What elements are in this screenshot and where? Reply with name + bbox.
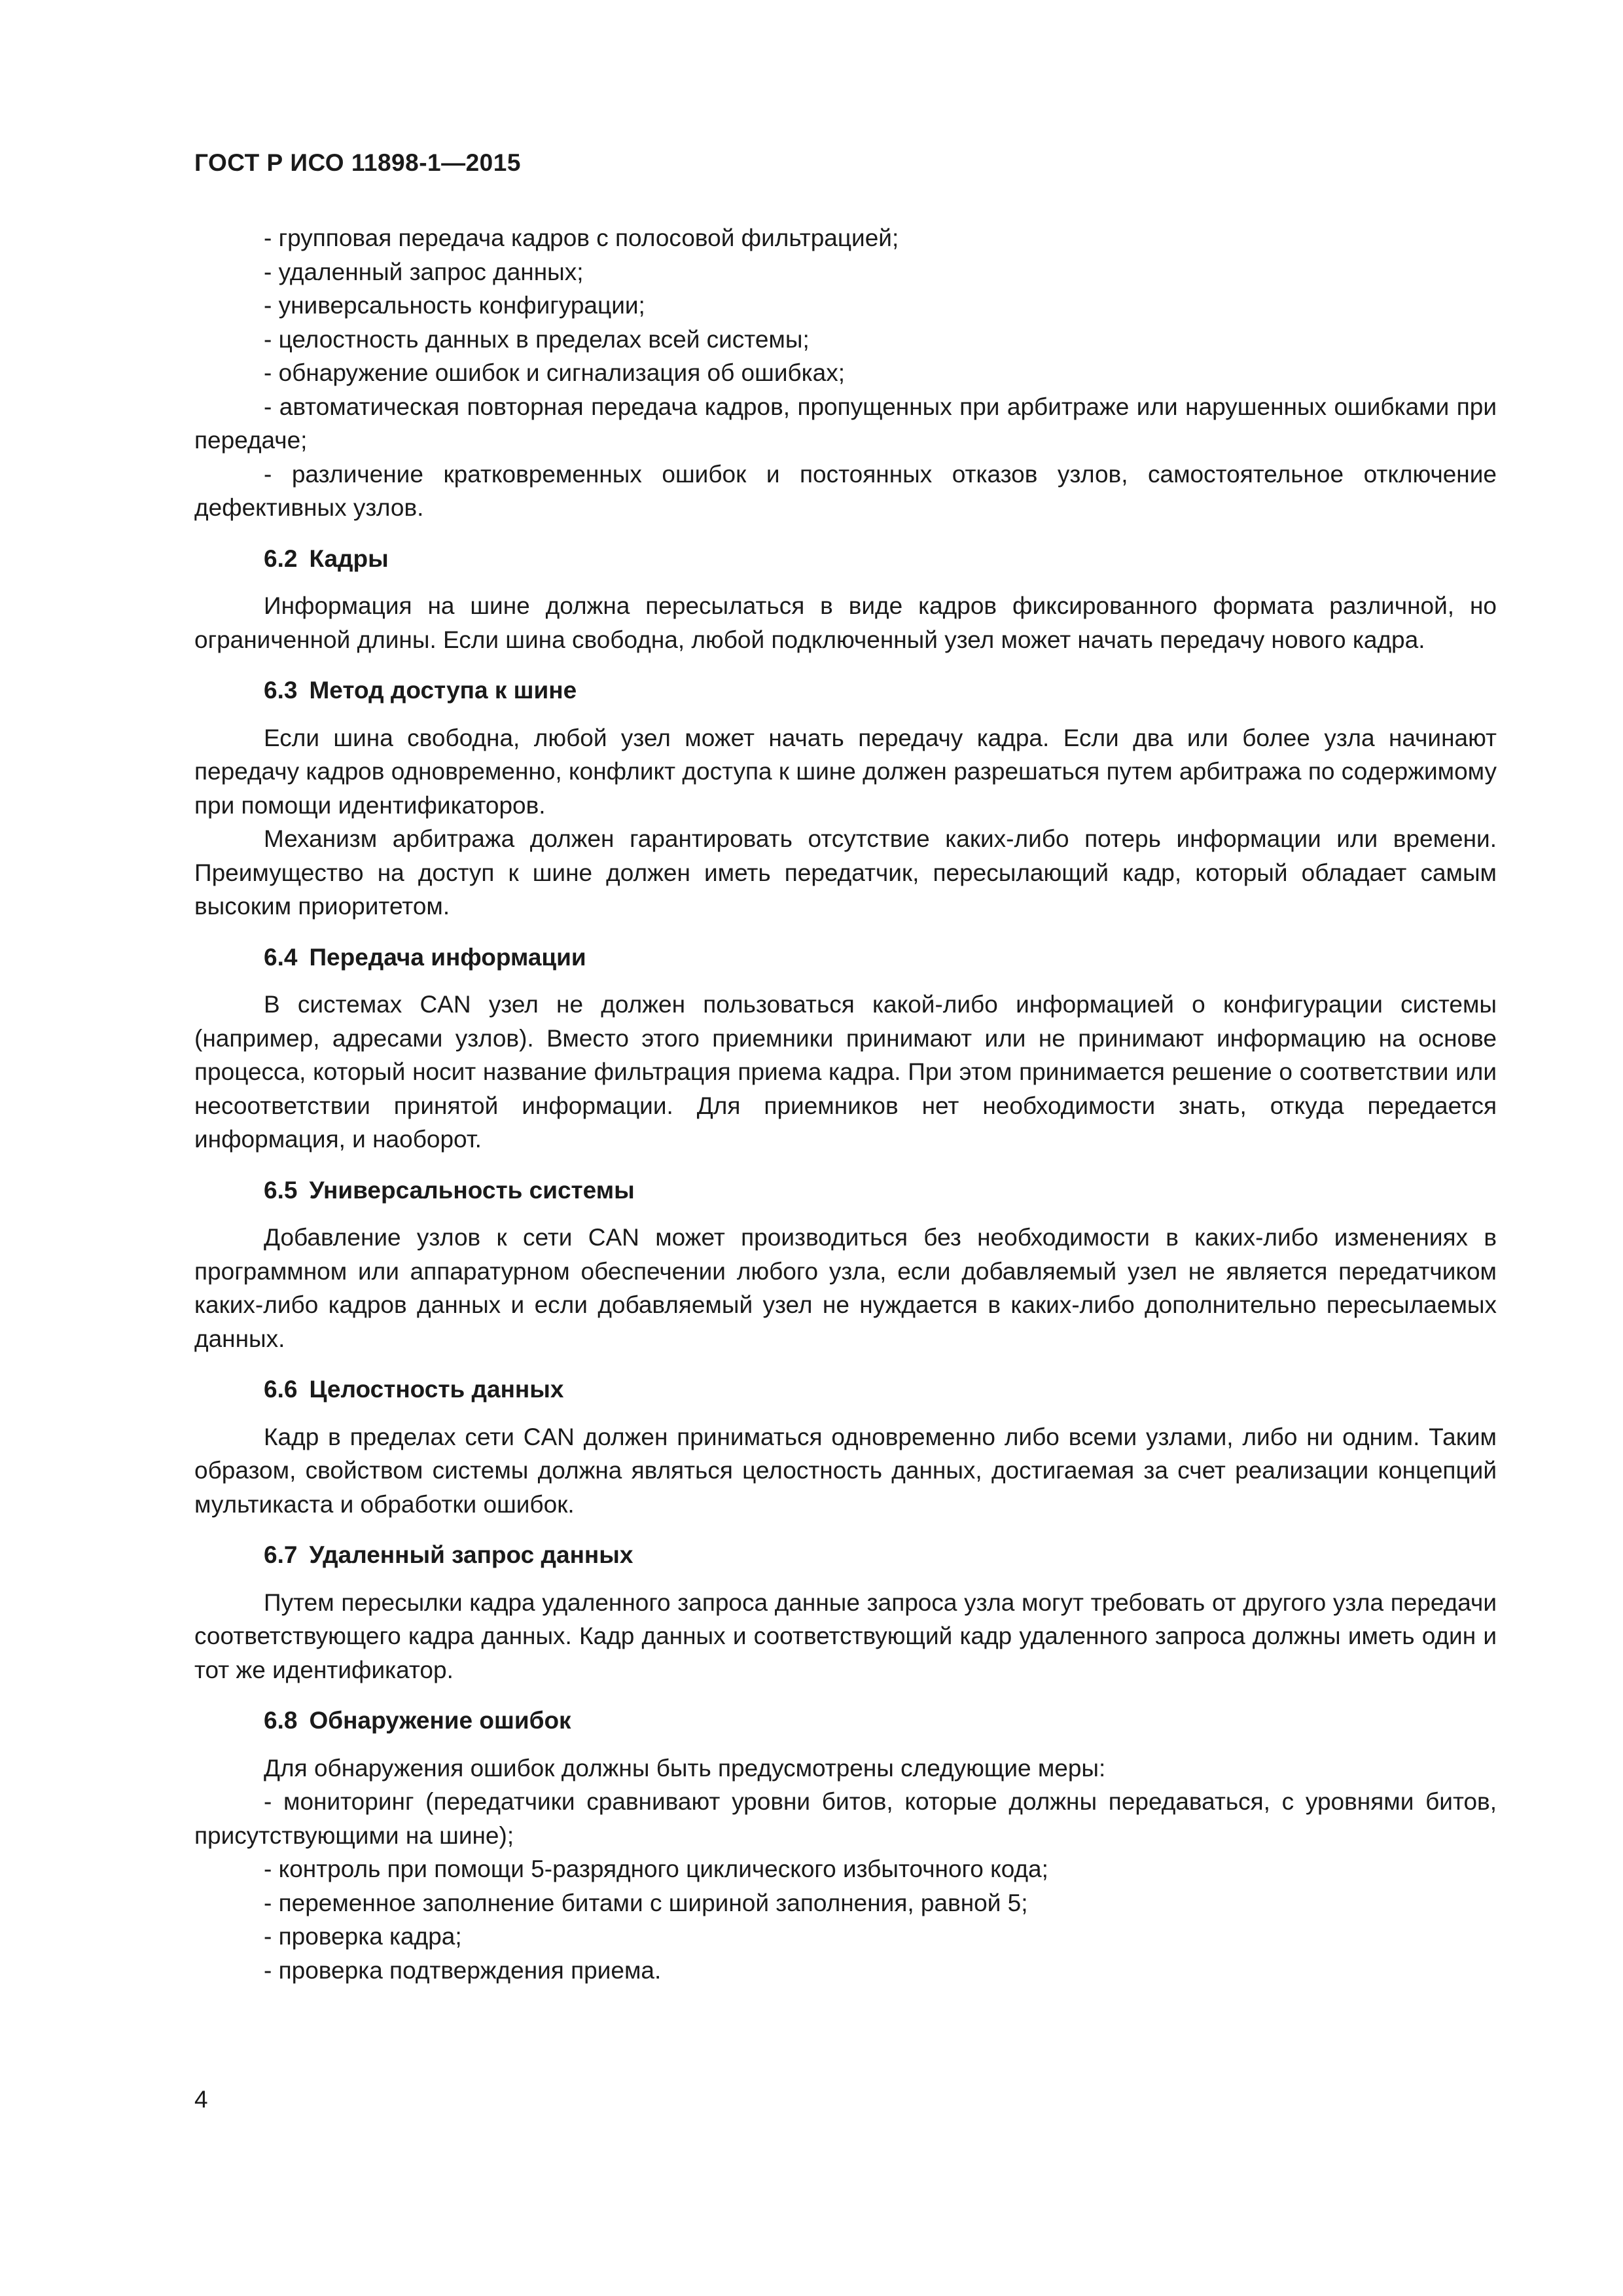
list-item: - удаленный запрос данных; [264, 258, 584, 285]
list-item: - проверка подтверждения приема. [264, 1956, 662, 1984]
section-number: 6.3 [264, 677, 298, 704]
page-number: 4 [194, 2086, 208, 2113]
section-heading-6-3 [264, 673, 1497, 708]
error-detection-list [194, 1785, 1497, 1987]
list-item: - контроль при помощи 5-разрядного циклического избыточного кода; [264, 1856, 1048, 1882]
section-title: Метод доступа к шине [309, 677, 577, 704]
list-item: - различение кратковременных ошибок и постоянных отказов узлов, самостоятельное отключение дефективных узлов. [194, 460, 1497, 521]
section-heading-6-6 [264, 1372, 1497, 1407]
section-heading-6-4 [264, 941, 1497, 975]
list-item: - универсальность конфигурации; [264, 292, 645, 319]
document-header: ГОСТ Р ИСО 11898-1—2015 [194, 149, 521, 176]
section-heading-6-2 [264, 542, 1497, 576]
section-title: Целостность данных [309, 1376, 564, 1403]
section-number: 6.5 [264, 1176, 298, 1204]
section-number: 6.4 [264, 943, 298, 971]
document-body [194, 221, 1497, 1987]
section-number: 6.7 [264, 1541, 298, 1568]
paragraph: Путем пересылки кадра удаленного запроса данные запроса узла могут требовать от другого узла передачи соответствующего кадра данных. Кадр данных и соответствующий кадр удаленного запроса должны иметь один и тот же идентификатор. [194, 1588, 1497, 1683]
section-number: 6.6 [264, 1376, 298, 1403]
section-heading-6-8 [264, 1704, 1497, 1738]
section-heading-6-5 [264, 1174, 1497, 1208]
list-item: - мониторинг (передатчики сравнивают уровни битов, которые должны передаваться, с уровнями битов, присутствующими на шине); [194, 1788, 1497, 1849]
paragraph: Информация на шине должна пересылаться в виде кадров фиксированного формата различной, но ограниченной длины. Если шина свободна, любой подключенный узел может начать передачу нового кадра. [194, 592, 1497, 653]
paragraph: В системах CAN узел не должен пользоваться какой-либо информацией о конфигурации системы (например, адресами узлов). Вместо этого приемники принимают или не принимают информацию на основе процесса, который носит название фильтрация приема кадра. При этом принимается решение о соответствии или несоответствии принятой информации. Для приемников нет необходимости знать, откуда передается информация, и наоборот. [194, 991, 1497, 1153]
list-item: - переменное заполнение битами с шириной заполнения, равной 5; [264, 1889, 1028, 1916]
section-number: 6.8 [264, 1707, 298, 1734]
section-number: 6.2 [264, 545, 298, 572]
list-item: - проверка кадра; [264, 1923, 462, 1950]
section-title: Кадры [309, 545, 389, 572]
list-item: - целостность данных в пределах всей системы; [264, 325, 810, 353]
paragraph: Кадр в пределах сети CAN должен приниматься одновременно либо всеми узлами, либо ни одним. Таким образом, свойством системы должна являться целостность данных, достигаемая за счет реализации концепций мультикаста и обработки ошибок. [194, 1423, 1497, 1518]
section-title: Удаленный запрос данных [309, 1541, 633, 1568]
intro-list [194, 221, 1497, 525]
paragraph: Для обнаружения ошибок должны быть предусмотрены следующие меры: [264, 1754, 1106, 1782]
list-item: - групповая передача кадров с полосовой фильтрацией; [264, 224, 899, 251]
section-title: Передача информации [309, 943, 586, 971]
section-title: Обнаружение ошибок [309, 1707, 571, 1734]
paragraph: Добавление узлов к сети CAN может производиться без необходимости в каких-либо изменениях в программном или аппаратурном обеспечении любого узла, если добавляемый узел не является передатчиком каких-либо кадров данных и если добавляемый узел не нуждается в каких-либо дополнительно пересылаемых данных. [194, 1224, 1497, 1352]
paragraph: Механизм арбитража должен гарантировать отсутствие каких-либо потерь информации или времени. Преимущество на доступ к шине должен иметь передатчик, пересылающий кадр, который обладает самым высоким приоритетом. [194, 825, 1497, 920]
section-title: Универсальность системы [309, 1176, 635, 1204]
section-heading-6-7 [264, 1538, 1497, 1572]
list-item: - автоматическая повторная передача кадров, пропущенных при арбитраже или нарушенных ошибками при передаче; [194, 393, 1497, 454]
paragraph: Если шина свободна, любой узел может начать передачу кадра. Если два или более узла начинают передачу кадров одновременно, конфликт доступа к шине должен разрешаться путем арбитража по содержимому при помощи идентификаторов. [194, 724, 1497, 819]
list-item: - обнаружение ошибок и сигнализация об ошибках; [264, 359, 846, 386]
